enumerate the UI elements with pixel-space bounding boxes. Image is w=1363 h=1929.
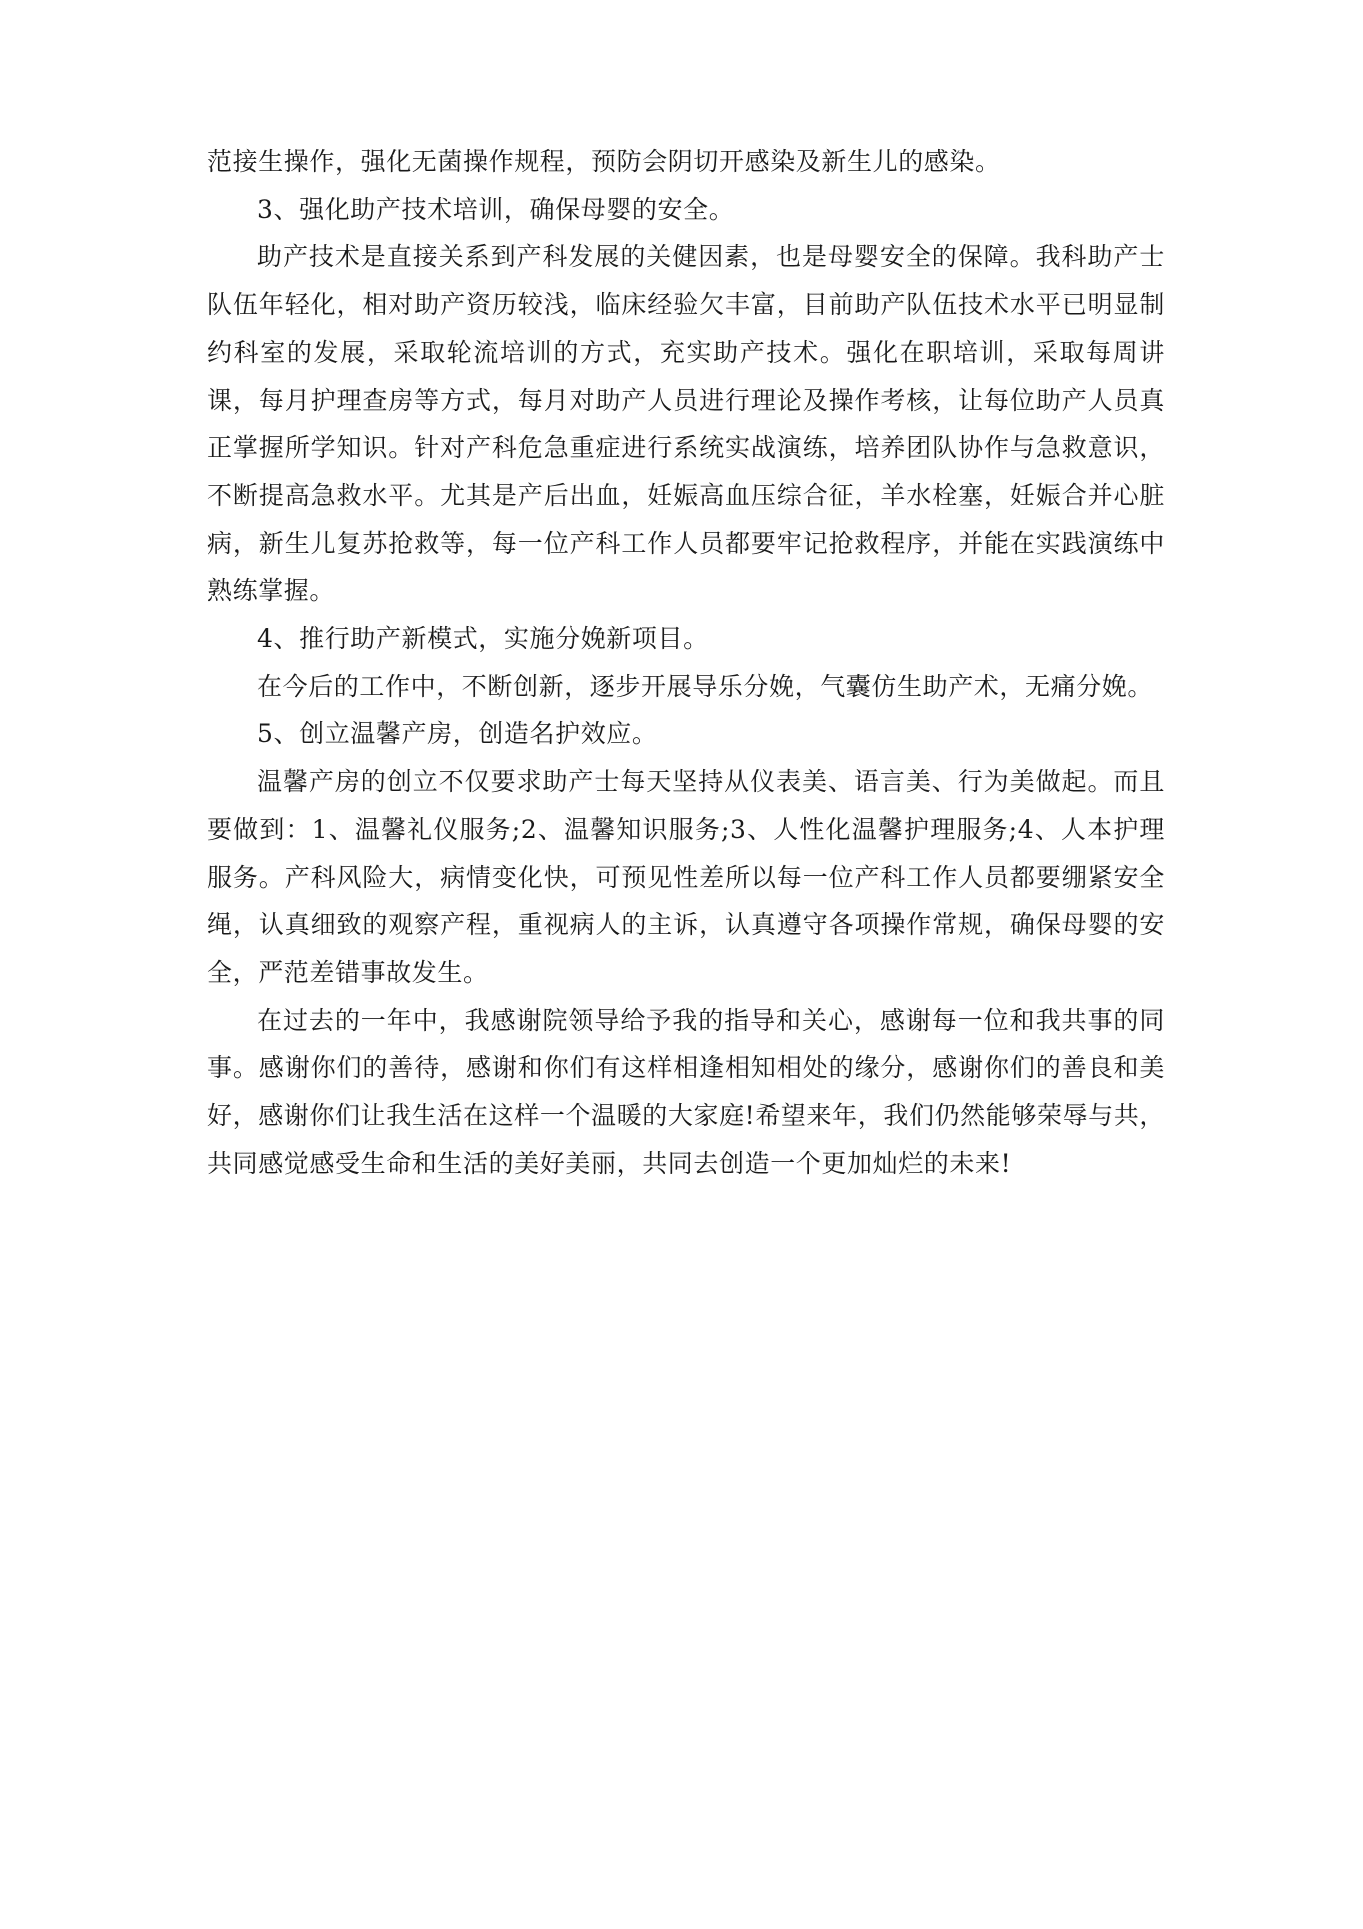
document-body [207, 138, 1165, 1187]
paragraph-warm-delivery-room: 温馨产房的创立不仅要求助产士每天坚持从仪表美、语言美、行为美做起。而且要做到：1、温馨礼仪服务;2、温馨知识服务;3、人性化温馨护理服务;4、人本护理服务。产科风险大，病情变化快，可预见性差所以每一位产科工作人员都要绷紧安全绳，认真细致的观察产程，重视病人的主诉，认真遵守各项操作常规，确保母婴的安全，严范差错事故发生。 [207, 767, 1165, 987]
section-heading-5: 5、创立温馨产房，创造名护效应。 [257, 719, 658, 749]
paragraph-closing-thanks: 在过去的一年中，我感谢院领导给予我的指导和关心，感谢每一位和我共事的同事。感谢你们的善待，感谢和你们有这样相逢相知相处的缘分，感谢你们的善良和美好，感谢你们让我生活在这样一个温暖的大家庭!希望来年，我们仍然能够荣辱与共，共同感觉感受生命和生活的美好美丽，共同去创造一个更加灿烂的未来! [207, 1005, 1165, 1178]
paragraph-continuation: 范接生操作，强化无菌操作规程，预防会阴切开感染及新生儿的感染。 [207, 147, 1001, 176]
paragraph-midwifery-training: 助产技术是直接关系到产科发展的关健因素，也是母婴安全的保障。我科助产士队伍年轻化，相对助产资历较浅，临床经验欠丰富，目前助产队伍技术水平已明显制约科室的发展，采取轮流培训的方式，充实助产技术。强化在职培训，采取每周讲课，每月护理查房等方式，每月对助产人员进行理论及操作考核，让每位助产人员真正掌握所学知识。针对产科危急重症进行系统实战演练，培养团队协作与急救意识，不断提高急救水平。尤其是产后出血，妊娠高血压综合征，羊水栓塞，妊娠合并心脏病，新生儿复苏抢救等，每一位产科工作人员都要牢记抢救程序，并能在实践演练中熟练掌握。 [207, 242, 1165, 606]
paragraph-new-delivery-modes: 在今后的工作中，不断创新，逐步开展导乐分娩，气囊仿生助产术，无痛分娩。 [257, 671, 1154, 701]
section-heading-4: 4、推行助产新模式，实施分娩新项目。 [257, 624, 709, 654]
section-heading-3: 3、强化助产技术培训，确保母婴的安全。 [257, 194, 735, 224]
